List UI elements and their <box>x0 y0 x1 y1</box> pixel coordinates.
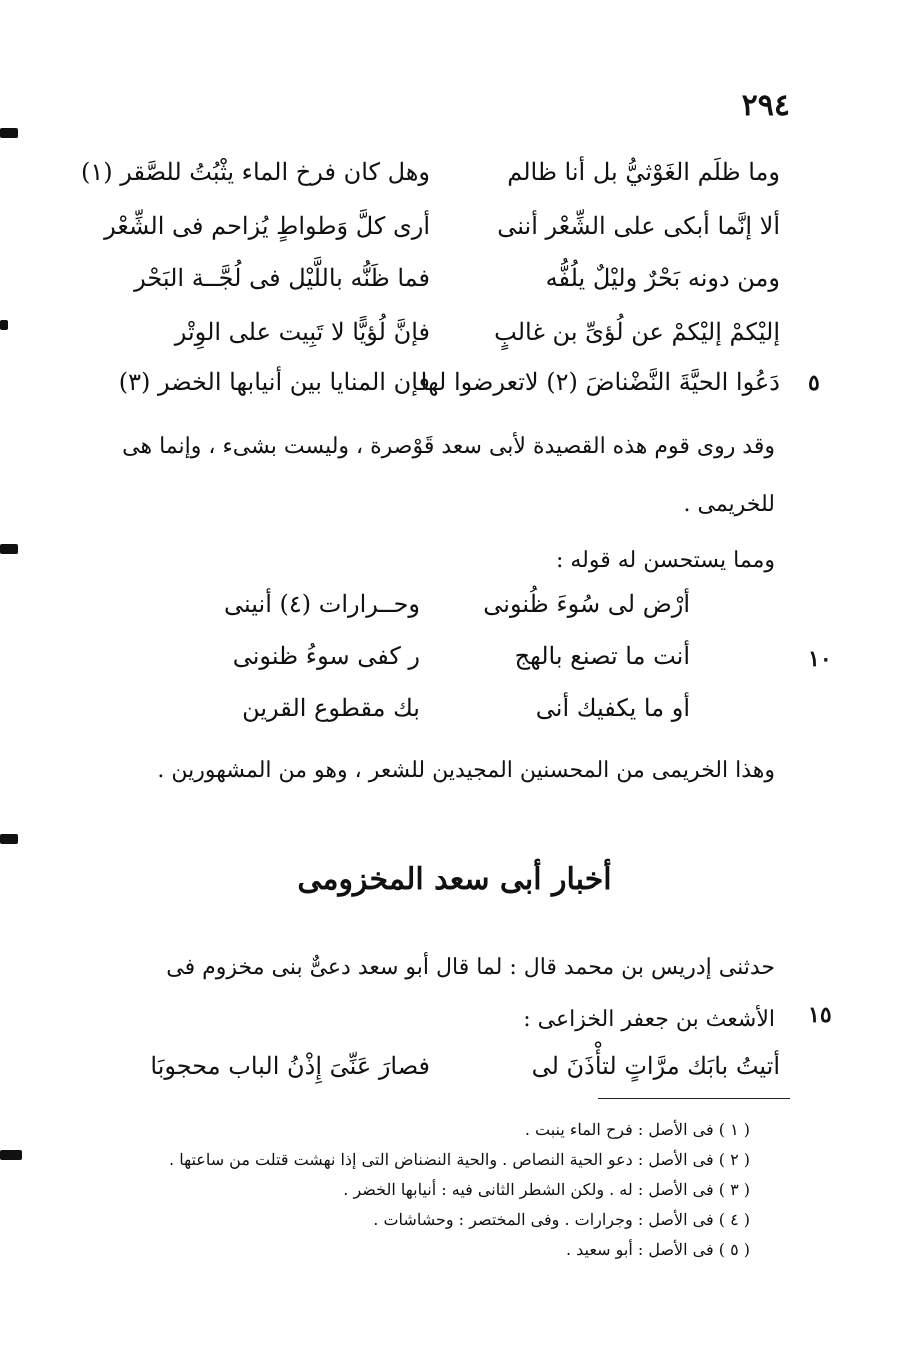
verse-hemistich-second: فما ظَنُّه باللَّيْل فى لُجَّــة البَحْر <box>134 264 430 292</box>
scan-mark <box>0 320 8 330</box>
verse-hemistich-first: إليْكمْ إليْكمْ عن لُؤىِّ بن غالبٍ <box>494 318 780 346</box>
scan-mark <box>0 834 18 844</box>
verse-line <box>90 264 780 314</box>
scan-mark <box>0 1150 22 1160</box>
verse-line <box>90 368 780 418</box>
verse-hemistich-second: فإنَّ لُؤيًّا لا تَبِيت على الوِتْر <box>174 318 430 346</box>
prose-paragraph: وهذا الخريمى من المحسنين المجيدين للشعر ، وهو من المشهورين . <box>157 758 775 783</box>
verse-hemistich-first: ومن دونه بَحْرٌ وليْلٌ يلُفُّه <box>545 264 780 292</box>
footnote: ( ١ ) فى الأصل : فرح الماء ينبت . <box>524 1120 750 1139</box>
verse-line <box>190 642 690 692</box>
verse-hemistich-first: وما ظلَم الغَوْثيُّ بل أنا ظالم <box>507 158 780 186</box>
footnote: ( ٢ ) فى الأصل : دعو الحية النصاص . والحية النضناض التى إذا نهشت قتلت من ساعتها . <box>169 1150 750 1169</box>
verse-line <box>80 158 780 208</box>
verse-line <box>190 590 690 640</box>
verse-hemistich-second: بك مقطوع القرين <box>242 694 420 722</box>
footnote: ( ٤ ) فى الأصل : وجرارات . وفى المختصر : وحشاشات . <box>373 1210 750 1229</box>
prose-paragraph: ومما يستحسن له قوله : <box>555 548 775 573</box>
verse-line <box>90 318 780 368</box>
verse-hemistich-second: ر كفى سوءُ ظنونى <box>232 642 420 670</box>
footnote-separator <box>598 1098 790 1099</box>
verse-hemistich-second: فإن المنايا بين أنيابها الخضر (٣) <box>118 368 430 396</box>
line-number: ١٥ <box>808 1002 832 1028</box>
verse-hemistich-first: أنت ما تصنع بالهج <box>514 642 690 670</box>
verse-hemistich-first: ألا إنَّما أبكى على الشِّعْر أننى <box>497 212 780 240</box>
page-number: ٢٩٤ <box>741 88 790 123</box>
verse-hemistich-second: وهل كان فرخ الماء يثْبُتُ للصَّقر (١) <box>80 158 430 186</box>
verse-hemistich-second: وحــرارات (٤) أنينى <box>224 590 420 618</box>
footnote: ( ٣ ) فى الأصل : له . ولكن الشطر الثانى فيه : أنيابها الخضر . <box>343 1180 750 1199</box>
verse-hemistich-second: أرى كلَّ وَطواطٍ يُزاحم فى الشِّعْر <box>104 212 430 240</box>
scan-mark <box>0 128 18 138</box>
prose-paragraph: وقد روى قوم هذه القصيدة لأبى سعد قَوْصرة ، وليست بشىء ، وإنما هى للخريمى . <box>122 434 775 517</box>
verse-line <box>90 1052 780 1102</box>
scan-mark <box>0 544 18 554</box>
verse-hemistich-first: أرْض لى سُوءَ ظُنونى <box>483 590 690 618</box>
verse-line <box>90 212 780 262</box>
verse-hemistich-second: فصارَ عَنِّىَ إِذْنُ الباب محجوبَا <box>150 1052 430 1080</box>
section-heading: أخبار أبى سعد المخزومى <box>297 862 612 897</box>
line-number: ٥ <box>808 370 820 396</box>
verse-line <box>190 694 690 744</box>
verse-hemistich-first: أتيتُ بابَك مرَّاتٍ لتأْذَنَ لى <box>531 1052 780 1080</box>
verse-hemistich-first: دَعُوا الحيَّةَ النَّضْناضَ (٢) لاتعرضوا لها <box>420 368 780 396</box>
verse-hemistich-first: أو ما يكفيك أنى <box>535 694 690 722</box>
footnote: ( ٥ ) فى الأصل : أبو سعيد . <box>565 1240 750 1259</box>
prose-paragraph: حدثنى إدريس بن محمد قال : لما قال أبو سعد دعىٌّ بنى مخزوم فى الأشعث بن جعفر الخزاعى : <box>166 955 775 1032</box>
line-number: ١٠ <box>808 646 832 672</box>
